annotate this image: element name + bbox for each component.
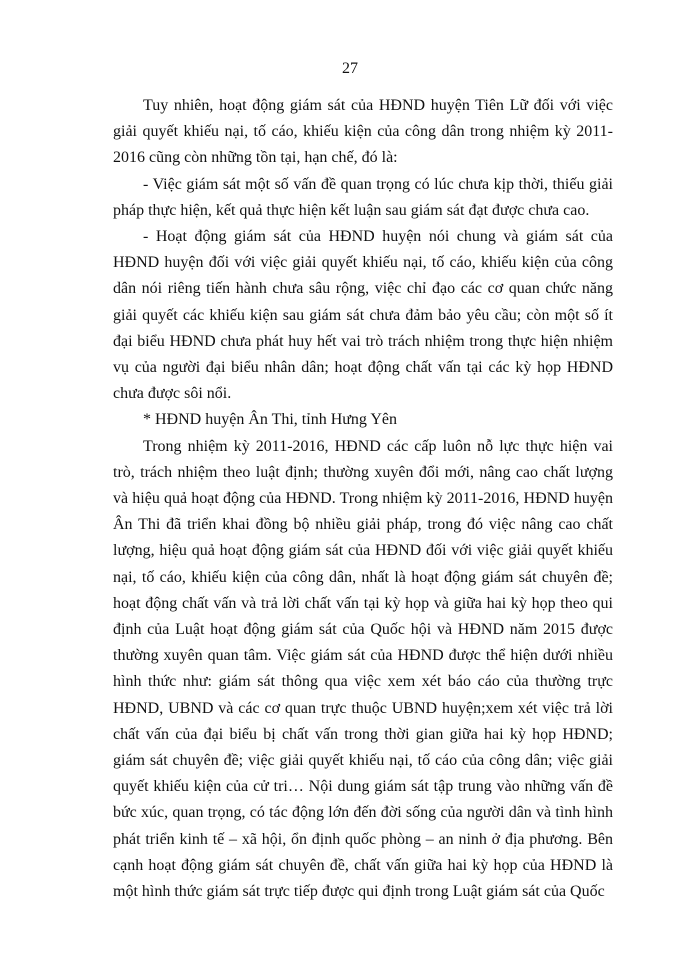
- section-heading-an-thi: * HĐND huyện Ân Thi, tỉnh Hưng Yên: [143, 411, 397, 429]
- paragraph-bullet-depth: - Hoạt động giám sát của HĐND huyện nói chung và giám sát của HĐND huyện đối với việc giải quyết khiếu nại, tố cáo, khiếu kiện của công dân nói riêng tiến hành chưa sâu rộng, việc chỉ đạo các cơ quan chức năng giải quyết các khiếu kiện sau giám sát chưa đảm bảo yêu cầu; còn một số ít đại biểu HĐND chưa phát huy hết vai trò trách nhiệm trong thực hiện nhiệm vụ của người đại biểu nhân dân; hoạt động chất vấn tại các kỳ họp HĐND chưa được sôi nổi.: [113, 228, 613, 403]
- page-body: [113, 93, 613, 905]
- page-number: 27: [342, 60, 358, 77]
- paragraph-bullet-timeliness: - Việc giám sát một số vấn đề quan trọng có lúc chưa kịp thời, thiếu giải pháp thực hiện, kết quả thực hiện kết luận sau giám sát đạt được chưa cao.: [113, 175, 613, 219]
- paragraph-limitations-intro: Tuy nhiên, hoạt động giám sát của HĐND huyện Tiên Lữ đối với việc giải quyết khiếu nại, tố cáo, khiếu kiện của công dân trong nhiệm kỳ 2011-2016 cũng còn những tồn tại, hạn chế, đó là:: [113, 97, 613, 167]
- paragraph-an-thi-term: Trong nhiệm kỳ 2011-2016, HĐND các cấp luôn nỗ lực thực hiện vai trò, trách nhiệm theo luật định; thường xuyên đổi mới, nâng cao chất lượng và hiệu quả hoạt động của HĐND. Trong nhiệm kỳ 2011-2016, HĐND huyện Ân Thi đã triển khai đồng bộ nhiều giải pháp, trong đó việc nâng cao chất lượng, hiệu quả hoạt động giám sát của HĐND đối với việc giải quyết khiếu nại, tố cáo, khiếu kiện của công dân, nhất là hoạt động giám sát chuyên đề; hoạt động chất vấn và trả lời chất vấn tại kỳ họp và giữa hai kỳ họp theo qui định của Luật hoạt động giám sát của Quốc hội và HĐND năm 2015 được thường xuyên quan tâm. Việc giám sát của HĐND được thể hiện dưới nhiều hình thức như: giám sát thông qua việc xem xét báo cáo của thường trực HĐND, UBND và các cơ quan trực thuộc UBND huyện;xem xét việc trả lời chất vấn của đại biểu bị chất vấn trong thời gian giữa hai kỳ họp HĐND; giám sát chuyên đề; việc giải quyết khiếu nại, tố cáo của công dân; việc giải quyết khiếu kiện của cử tri… Nội dung giám sát tập trung vào những vấn đề bức xúc, quan trọng, có tác động lớn đến đời sống của người dân và tình hình phát triển kinh tế – xã hội, ổn định quốc phòng – an ninh ở địa phương. Bên cạnh hoạt động giám sát chuyên đề, chất vấn giữa hai kỳ họp của HĐND là một hình thức giám sát trực tiếp được qui định trong Luật giám sát của Quốc: [113, 437, 613, 901]
